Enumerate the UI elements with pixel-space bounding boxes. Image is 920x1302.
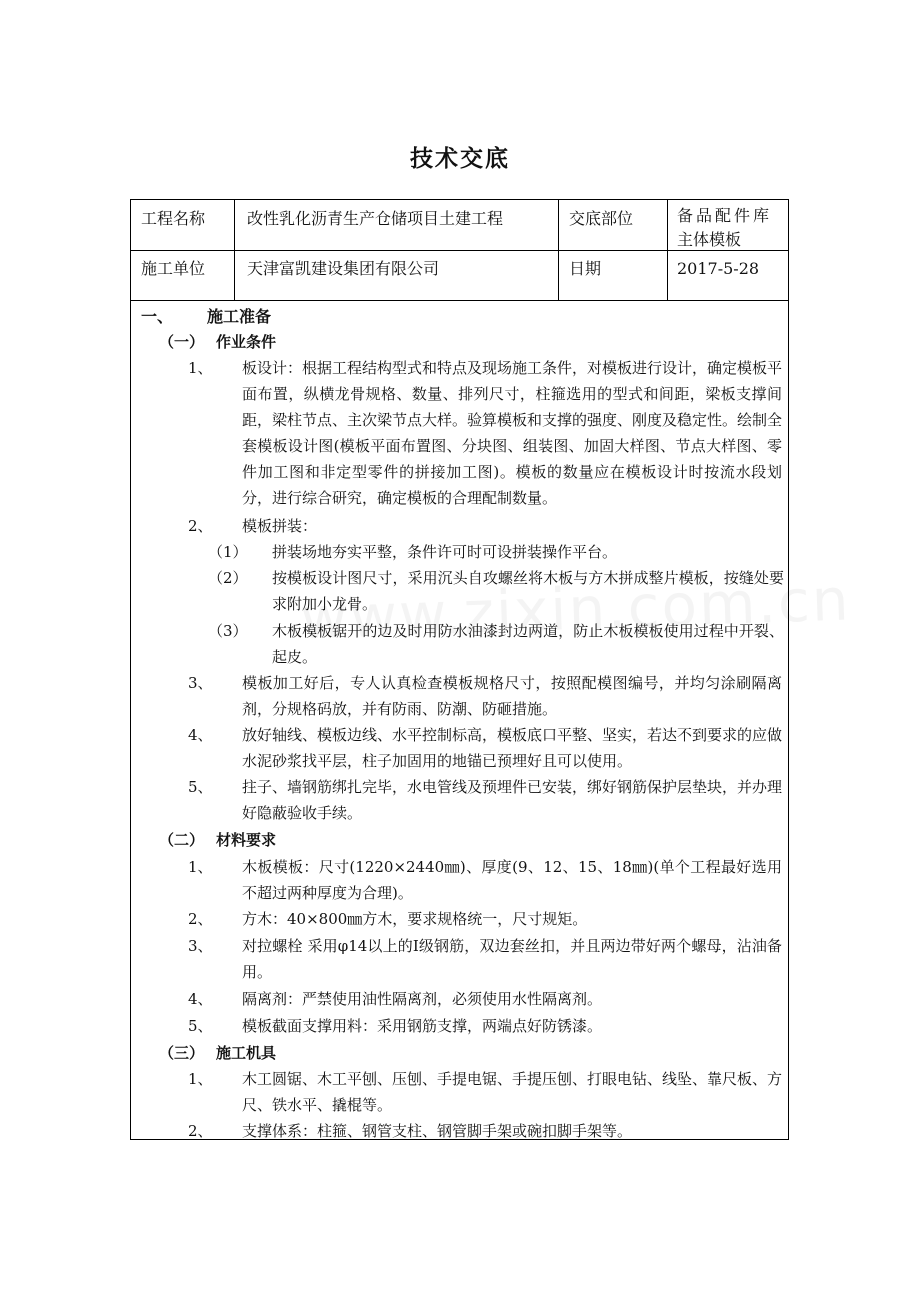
subsection-heading [159, 331, 276, 352]
item-text: 拄子、墙钢筋绑扎完毕，水电管线及预埋件已安装，绑好钢筋保护层垫块，并办理好隐蔽验收手续。 [242, 778, 783, 822]
item-text: 模板截面支撑用料：采用钢筋支撑，两端点好防锈漆。 [242, 1017, 603, 1035]
row-divider [131, 300, 788, 301]
item-text: 隔离剂：严禁使用油性隔离剂，必须使用水性隔离剂。 [242, 990, 603, 1008]
item-text: 模板拼装： [242, 517, 318, 535]
item-number: 2、 [188, 910, 213, 928]
item-number: 4、 [188, 990, 213, 1008]
section-number: 一、 [141, 307, 174, 326]
item-text: 按模板设计图尺寸，采用沉头自攻螺丝将木板与方木拼成整片模板，按缝处要求附加小龙骨。 [272, 569, 784, 613]
section-heading [141, 304, 271, 327]
subsection-title: 材料要求 [216, 831, 277, 849]
subsection-heading [159, 1042, 276, 1063]
project-name-value: 改性乳化沥青生产仓储项目土建工程 [247, 209, 504, 228]
item-text: 板设计：根据工程结构型式和特点及现场施工条件，对模板进行设计，确定模板平面布置，纵横龙骨规格、数量、排列尺寸，柱箍选用的型式和间距，梁板支撑间距，梁柱节点、主次梁节点大样。验算模板和支撑的强度、刚度及稳定性。绘制全套模板设计图(模板平面布置图、分块图、组装图、加固大样图、节点大样图、零件加工图和非定型零件的拼接加工图)。模板的数量应在模板设计时按流水段划分，进行综合研究，确定模板的合理配制数量。 [242, 359, 783, 507]
item-text: 木工圆锯、木工平刨、压刨、手提电锯、手提压刨、打眼电钻、线坠、靠尺板、方尺、铁水平、撬棍等。 [242, 1070, 783, 1114]
item-number: 5、 [188, 778, 213, 796]
item-number: 2、 [188, 1122, 213, 1140]
section-title: 施工准备 [207, 307, 272, 326]
subsection-heading [159, 829, 276, 850]
item-text: 放好轴线、模板边线、水平控制标高，模板底口平整、坚实，若达不到要求的应做水泥砂浆找平层，柱子加固用的地锚已预埋好且可以使用。 [242, 726, 783, 770]
date-value: 2017-5-28 [677, 259, 760, 278]
part-label: 交底部位 [569, 209, 634, 228]
item-number: 1、 [188, 1070, 213, 1088]
item-number: 3、 [188, 937, 213, 955]
list-item [131, 355, 788, 511]
document-title: 技术交底 [410, 145, 510, 172]
part-value-line1: 备品配件库 [677, 206, 773, 225]
project-name-label: 工程名称 [141, 209, 206, 228]
subsection-title: 施工机具 [216, 1044, 277, 1062]
item-text: 木板模板锯开的边及时用防水油漆封边两道，防止木板模板使用过程中开裂、起皮。 [272, 622, 784, 666]
item-text: 支撑体系：柱箍、钢管支柱、钢管脚手架或碗扣脚手架等。 [242, 1122, 633, 1140]
item-text: 方木：40×800㎜方木，要求规格统一，尺寸规矩。 [242, 910, 588, 928]
subsection-title: 作业条件 [216, 333, 277, 351]
subsection-number: （一） [159, 333, 205, 351]
item-number: 2、 [188, 517, 213, 535]
part-value-line2: 主体模板 [677, 230, 742, 249]
item-text: 模板加工好后，专人认真检查模板规格尺寸，按照配模图编号，并均匀涂刷隔离剂，分规格码放，并有防雨、防潮、防砸措施。 [242, 674, 782, 718]
item-text: 对拉螺栓 采用φ14以上的Ⅰ级钢筋，双边套丝扣，并且两边带好两个螺母，沾油备用。 [242, 937, 782, 981]
item-number: 4、 [188, 726, 213, 744]
item-number: （2） [208, 569, 248, 587]
subsection-number: （三） [159, 1044, 205, 1062]
unit-label: 施工单位 [141, 259, 206, 278]
item-number: （1） [208, 543, 248, 561]
item-number: 5、 [188, 1017, 213, 1035]
item-number: 1、 [188, 359, 213, 377]
item-text: 木板模板：尺寸(1220×2440㎜)、厚度(9、12、15、18㎜)(单个工程最好选用不超过两种厚度为合理)。 [242, 858, 782, 902]
unit-value: 天津富凯建设集团有限公司 [247, 259, 440, 278]
item-number: （3） [208, 622, 248, 640]
item-text: 拼装场地夯实平整，条件许可时可设拼装操作平台。 [272, 543, 618, 561]
disclosure-table [130, 199, 789, 1140]
item-number: 1、 [188, 858, 213, 876]
date-label: 日期 [569, 259, 602, 278]
subsection-number: （二） [159, 831, 205, 849]
item-number: 3、 [188, 674, 213, 692]
